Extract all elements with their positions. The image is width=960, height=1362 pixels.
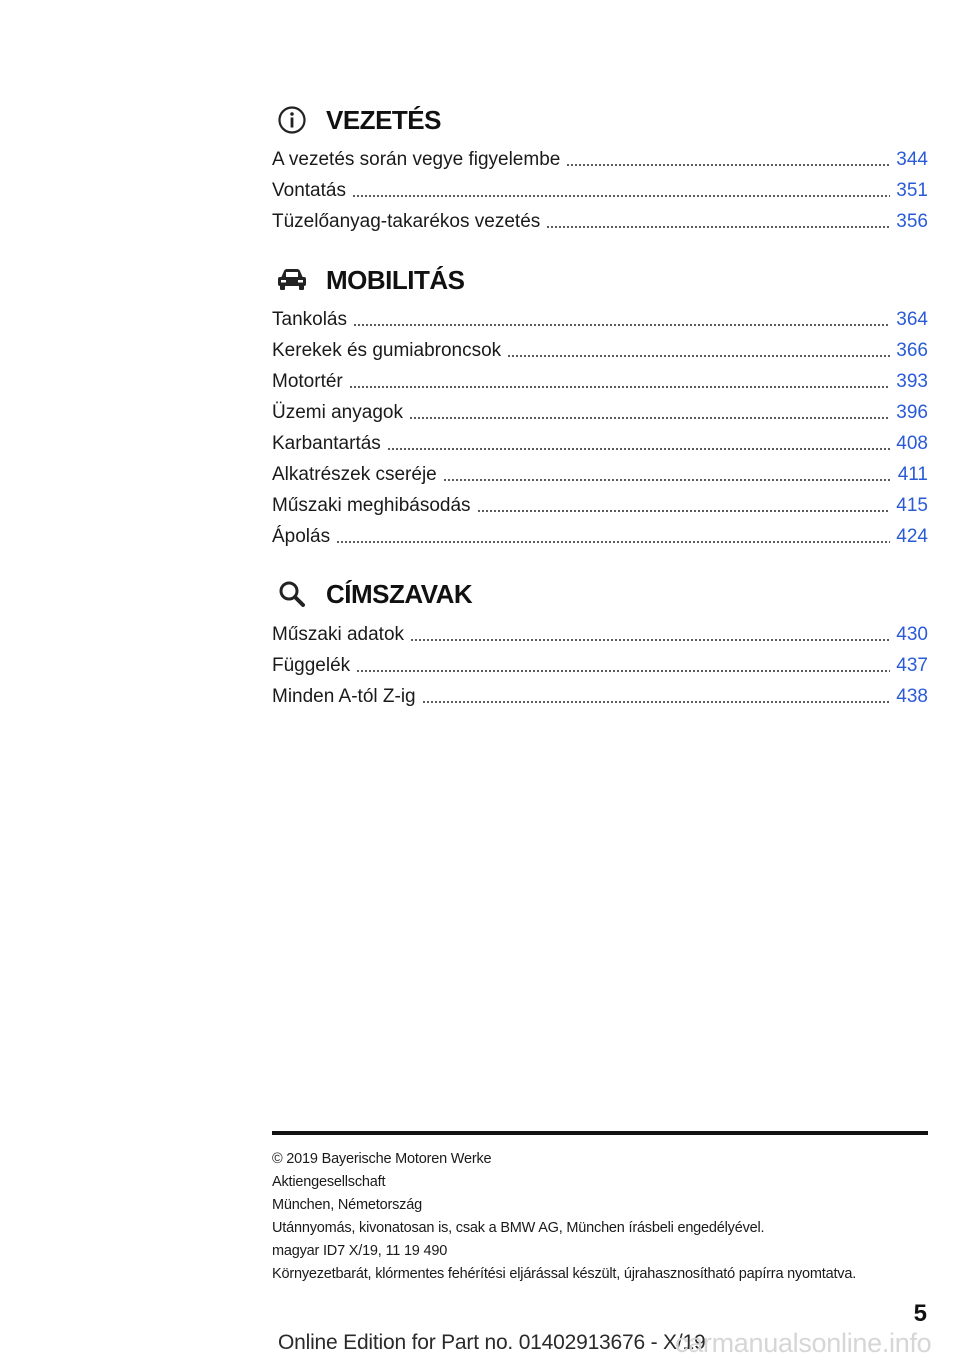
toc-entry-page[interactable]: 424: [896, 526, 928, 547]
section-title: VEZETÉS: [326, 104, 441, 135]
toc-entry[interactable]: [272, 647, 928, 677]
search-icon: [272, 574, 312, 614]
toc-entry-page[interactable]: 366: [896, 340, 928, 361]
section-header-mobilitas: [272, 260, 465, 300]
toc-entry[interactable]: [272, 203, 928, 233]
toc-entry-page[interactable]: 415: [896, 495, 928, 516]
imprint-location: München, Németország: [272, 1197, 422, 1213]
dot-leader: [387, 448, 891, 450]
dot-leader: [349, 386, 891, 388]
toc-entry[interactable]: [272, 678, 928, 708]
toc-entry-label: Alkatrészek cseréje: [272, 464, 437, 485]
toc-entry-label: Ápolás: [272, 526, 331, 547]
toc-entry-page[interactable]: 356: [896, 211, 928, 232]
imprint-edition: magyar ID7 X/19, 11 19 490: [272, 1243, 448, 1259]
toc-entry-label: Vontatás: [272, 180, 346, 201]
toc-entry-page[interactable]: 438: [896, 686, 928, 707]
toc-entry[interactable]: [272, 425, 928, 455]
section-header-cimszavak: [272, 574, 472, 614]
toc-entry[interactable]: [272, 456, 928, 486]
watermark: carmanualsonline.info: [675, 1328, 932, 1358]
dot-leader: [356, 670, 890, 672]
online-edition-footer: Online Edition for Part no. 01402913676 - X/19: [278, 1331, 706, 1354]
section-header-vezetes: [272, 100, 441, 140]
toc-entry-label: Minden A-tól Z-ig: [272, 686, 416, 707]
imprint-company: Aktiengesellschaft: [272, 1174, 386, 1190]
car-icon: [272, 260, 312, 300]
toc-entry[interactable]: [272, 141, 928, 171]
dot-leader: [352, 195, 890, 197]
dot-leader: [422, 701, 891, 703]
dot-leader: [409, 417, 890, 419]
toc-entry-page[interactable]: 411: [897, 464, 928, 485]
toc-entry-page[interactable]: 408: [896, 433, 928, 454]
toc-entry-label: Műszaki meghibásodás: [272, 495, 471, 516]
toc-entry-page[interactable]: 396: [896, 402, 928, 423]
toc-entry-page[interactable]: 344: [896, 149, 928, 170]
imprint-paper-notice: Környezetbarát, klórmentes fehérítési eljárással készült, újrahasznosítható papírra nyomtatva.: [272, 1266, 857, 1282]
info-icon: [272, 100, 312, 140]
toc-entry[interactable]: [272, 172, 928, 202]
dot-leader: [443, 479, 892, 481]
toc-entry-label: Tüzelőanyag-takarékos vezetés: [272, 211, 541, 232]
imprint-divider: [272, 1131, 928, 1135]
page-number: 5: [913, 1300, 927, 1327]
toc-entry-label: Karbantartás: [272, 433, 381, 454]
dot-leader: [336, 541, 890, 543]
toc-entry-label: A vezetés során vegye figyelembe: [272, 149, 561, 170]
dot-leader: [566, 164, 890, 166]
imprint-copyright: © 2019 Bayerische Motoren Werke: [272, 1151, 492, 1167]
toc-entry[interactable]: [272, 301, 928, 331]
toc-entry[interactable]: [272, 518, 928, 548]
dot-leader: [410, 639, 890, 641]
toc-entry-label: Kerekek és gumiabroncsok: [272, 340, 502, 361]
imprint-reprint-notice: Utánnyomás, kivonatosan is, csak a BMW AG, München írásbeli engedélyével.: [272, 1220, 765, 1236]
toc-entry-page[interactable]: 430: [896, 624, 928, 645]
section-title: CÍMSZAVAK: [326, 578, 473, 609]
toc-entry-page[interactable]: 437: [896, 655, 928, 676]
toc-entry-page[interactable]: 364: [896, 309, 928, 330]
dot-leader: [353, 324, 890, 326]
toc-entry-label: Műszaki adatok: [272, 624, 405, 645]
toc-entry-label: Üzemi anyagok: [272, 402, 403, 423]
toc-entry-page[interactable]: 351: [896, 180, 928, 201]
toc-entry-page[interactable]: 393: [896, 371, 928, 392]
toc-entry-label: Motortér: [272, 371, 343, 392]
toc-entry-label: Függelék: [272, 655, 351, 676]
toc-entry-label: Tankolás: [272, 309, 347, 330]
dot-leader: [477, 510, 891, 512]
dot-leader: [507, 355, 890, 357]
dot-leader: [546, 226, 890, 228]
section-title: MOBILITÁS: [326, 264, 465, 295]
toc-entry[interactable]: [272, 394, 928, 424]
toc-entry[interactable]: [272, 332, 928, 362]
imprint-block: [272, 1148, 932, 1286]
toc-entry[interactable]: [272, 487, 928, 517]
toc-entry[interactable]: [272, 363, 928, 393]
toc-entry[interactable]: [272, 616, 928, 646]
